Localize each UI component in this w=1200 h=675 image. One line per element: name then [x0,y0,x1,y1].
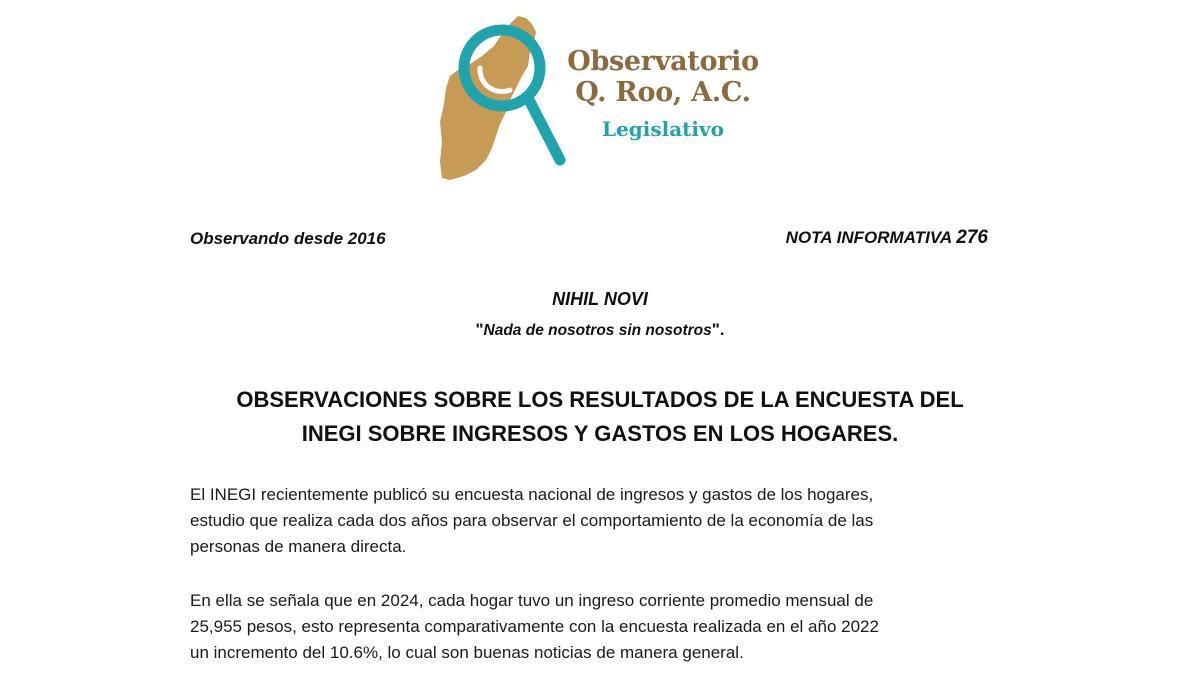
headline-line1: OBSERVACIONES SOBRE LOS RESULTADOS DE LA ENCUESTA DEL [236,387,964,412]
body-paragraph-1 [190,482,995,560]
motto-title: NIHIL NOVI [552,289,648,309]
body-paragraph-2 [190,588,995,666]
note-number-header [786,227,988,249]
note-number: 276 [956,227,988,248]
paragraph-line: El INEGI recientemente publicó su encuesta nacional de ingresos y gastos de los hogares, [190,485,874,504]
headline-line2: INEGI SOBRE INGRESOS Y GASTOS EN LOS HOGARES. [301,421,899,446]
organization-name [560,46,766,108]
note-label: NOTA INFORMATIVA [785,228,952,247]
organization-tagline: Legislativo [602,117,724,141]
magnifier-over-peninsula-map-icon [436,12,576,184]
motto-open-quote: " [475,320,484,339]
organization-name-line1: Observatorio [567,46,759,77]
paragraph-line: 25,955 pesos, esto representa comparativamente con la encuesta realizada en el año 2022 [190,617,879,636]
paragraph-line: personas de manera directa. [190,537,407,556]
observing-since-text: Observando desde 2016 [190,229,386,248]
motto-close-quote: ". [711,320,725,339]
document-headline [150,383,1050,451]
magnifier-handle [528,98,560,160]
motto-subtitle-text: Nada de nosotros sin nosotros [483,322,712,339]
organization-name-line2: Q. Roo, A.C. [575,77,751,108]
paragraph-line: En ella se señala que en 2024, cada hogar tuvo un ingreso corriente promedio mensual de [190,591,874,610]
motto-subtitle [0,320,1200,340]
paragraph-line: estudio que realiza cada dos años para observar el comportamiento de la economía de las [190,511,874,530]
paragraph-line: un incremento del 10.6%, lo cual son buenas noticias de manera general. [190,643,744,662]
organization-logo [436,12,766,184]
